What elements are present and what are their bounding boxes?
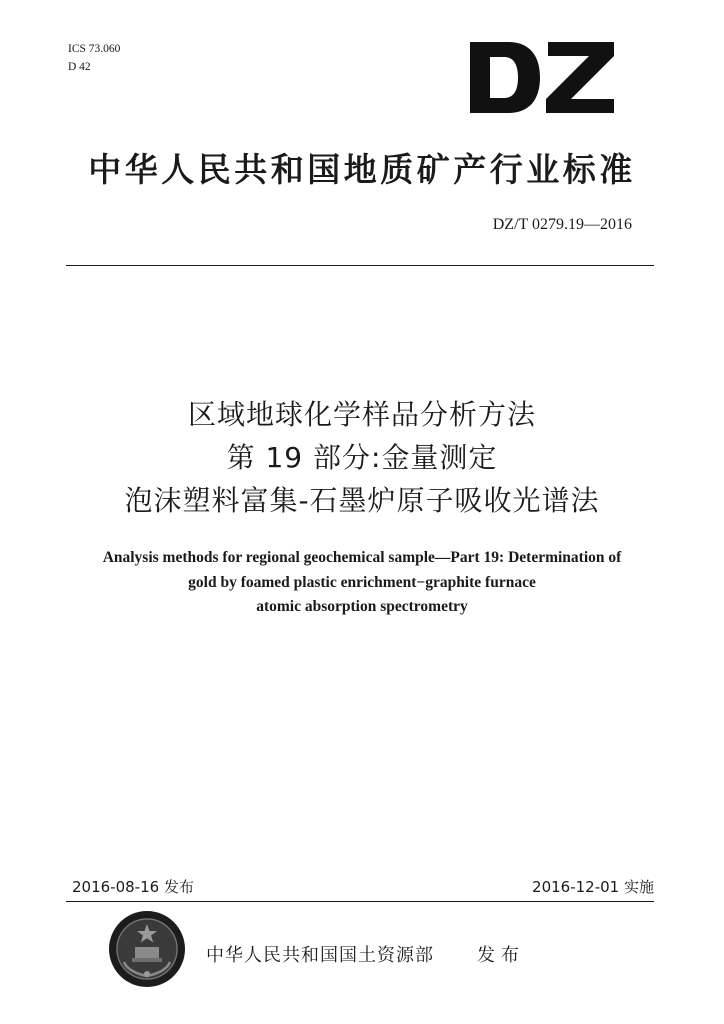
header-divider	[66, 265, 654, 266]
implementation-date: 2016-12-01 实施	[532, 878, 654, 896]
dz-logo	[468, 40, 618, 115]
ics-code: ICS 73.060	[68, 43, 121, 55]
publish-action: 发布	[477, 945, 525, 966]
title-en-line2: gold by foamed plastic enrichment−graphite furnace	[188, 573, 536, 591]
title-cn-line3: 泡沫塑料富集-石墨炉原子吸收光谱法	[124, 484, 600, 517]
title-en	[60, 546, 664, 620]
title-en-line3: atomic absorption spectrometry	[256, 598, 468, 615]
footer-divider	[66, 901, 654, 902]
logo-text: DZ	[543, 80, 545, 81]
standard-title: 中华人民共和国地质矿产行业标准	[88, 150, 636, 189]
title-en-line1: Analysis methods for regional geochemical sample—Part 19: Determination of	[102, 549, 622, 566]
title-cn-line2: 第 19 部分:金量测定	[226, 441, 498, 474]
classification-codes	[68, 40, 120, 76]
national-emblem-seal	[108, 910, 186, 988]
standard-number: DZ/T 0279.19—2016	[492, 216, 632, 233]
ccs-code: D 42	[68, 61, 91, 73]
issue-date: 2016-08-16 发布	[72, 878, 194, 896]
publisher-name: 中华人民共和国国土资源部	[206, 945, 434, 966]
title-cn-line1: 区域地球化学样品分析方法	[187, 398, 536, 431]
